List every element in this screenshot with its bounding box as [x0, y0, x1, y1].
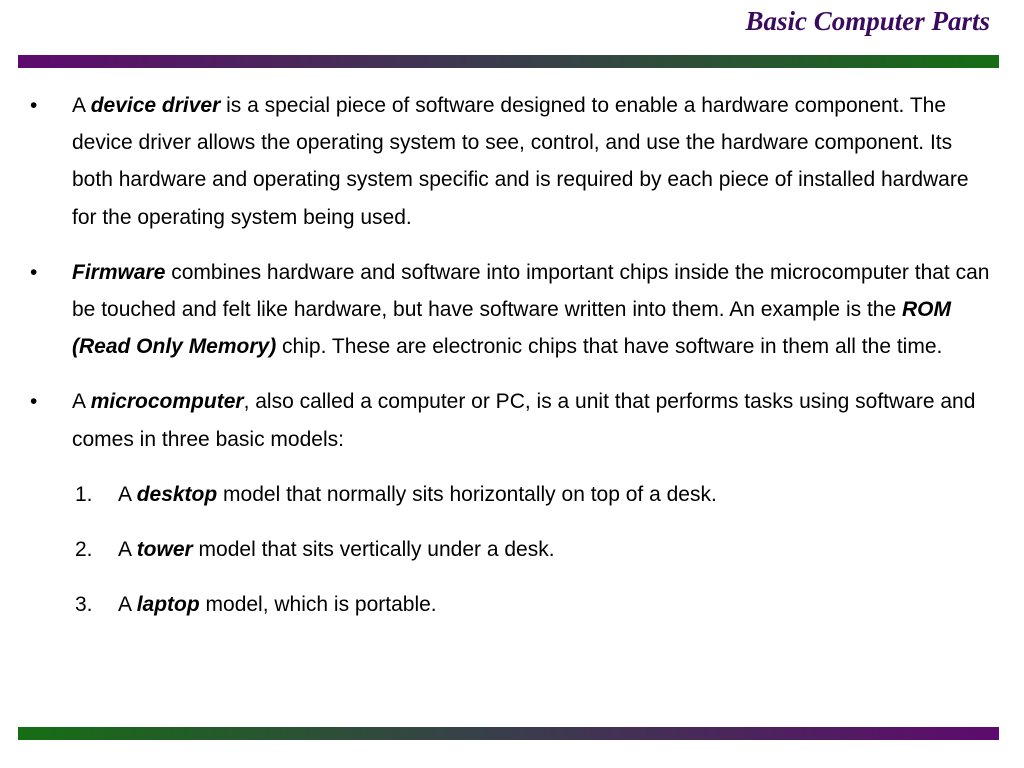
term-tower: tower [136, 538, 193, 562]
bullet-text-post: , also called a computer or PC, is a unit that performs tasks using software and comes in three basic models: [72, 390, 976, 451]
term-laptop: laptop [136, 593, 200, 617]
bullet-marker: • [30, 260, 38, 284]
model-item-laptop [75, 586, 998, 623]
term-microcomputer: microcomputer [90, 390, 244, 414]
bullet-text-post: combines hardware and software into important chips inside the microcomputer that can be touched and felt like hardware, but have software written into them. An example is the [72, 260, 990, 322]
model-item-desktop [75, 476, 998, 513]
slide-content [0, 87, 1024, 641]
bullet-text-post2: chip. These are electronic chips that have software in them all the time. [276, 335, 943, 359]
bullet-device-driver [30, 87, 992, 236]
model-text-post: model that sits vertically under a desk. [192, 538, 555, 562]
bullet-marker: • [30, 390, 38, 414]
slide-title: Basic Computer Parts [745, 6, 990, 36]
bullet-text-pre: A [72, 94, 91, 117]
bullet-microcomputer [30, 383, 992, 457]
bottom-divider-bar [18, 727, 999, 740]
term-firmware: Firmware [72, 260, 166, 284]
model-text-pre: A [118, 538, 137, 562]
number-marker: 1. [75, 482, 93, 506]
number-marker: 3. [75, 593, 93, 617]
top-divider-bar [18, 55, 999, 68]
term-desktop: desktop [136, 482, 218, 506]
model-item-tower [75, 531, 998, 568]
bullet-text-pre: A [72, 390, 91, 414]
number-marker: 2. [75, 538, 93, 562]
model-text-pre: A [118, 482, 137, 506]
model-text-pre: A [118, 593, 137, 617]
term-rom: ROM (Read Only Memory) [72, 298, 951, 359]
model-text-post: model that normally sits horizontally on top of a desk. [217, 482, 717, 506]
bullet-text-post: is a special piece of software designed to enable a hardware component. The device driver allows the operating system to see, control, and use the hardware component. Its both hardware and operating system specific and is required by each piece of installed hardware for the operating system being used. [72, 94, 969, 229]
model-text-post: model, which is portable. [199, 593, 437, 617]
bullet-marker: • [30, 94, 38, 117]
term-device-driver: device driver [90, 94, 221, 117]
bullet-firmware [30, 254, 992, 366]
